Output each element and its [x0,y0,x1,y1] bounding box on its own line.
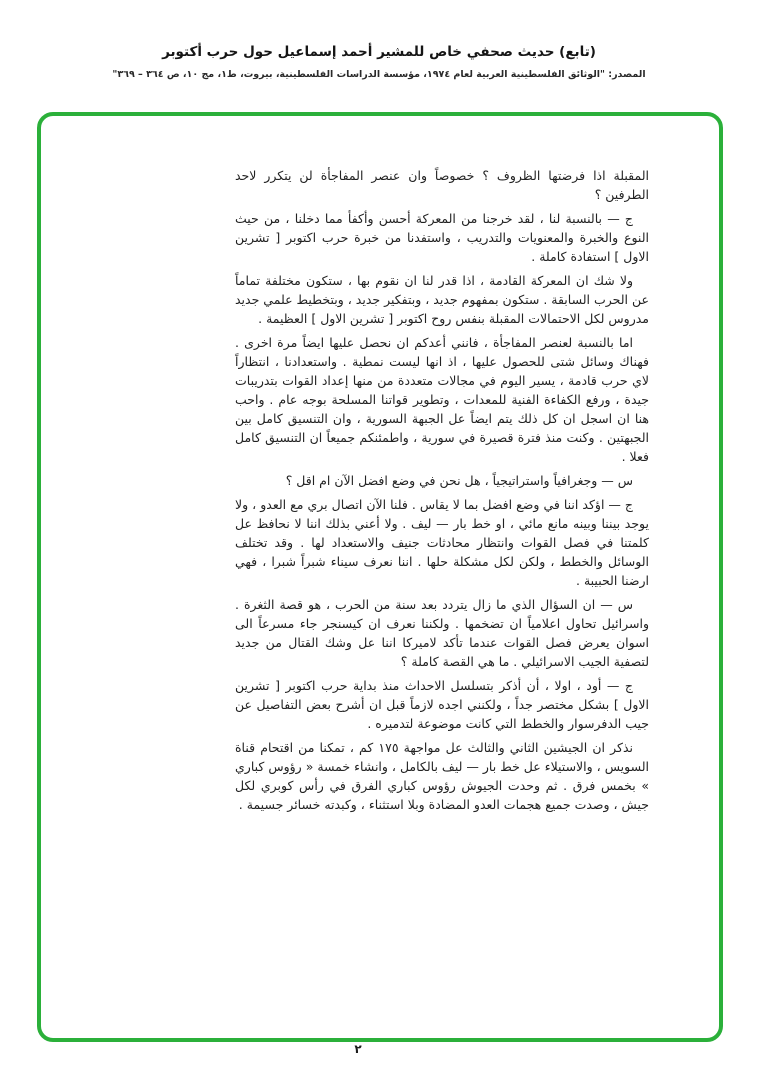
document-header [0,44,758,80]
paragraph-answer: نذكر ان الجيشين الثاني والثالث عل مواجهة ١٧٥ كم ، تمكنا من اقتحام قناة السويس ، والاستيلاء عل خط بار — ليف بالكامل ، وانشاء خمسة « رؤوس كباري » بخمس فرق . ثم وحدت الجيوش رؤوس كباري الفرق في رأس كوبري لكل جيش ، وصدت جميع هجمات العدو المضادة وبلا استثناء ، وكبدته خسائر جسيمة . [235,740,649,812]
paragraph-continuation: المقبلة اذا فرضتها الظروف ؟ خصوصاً وان عنصر المفاجأة لن يتكرر لاحد الطرفين ؟ [235,168,649,202]
paragraph-answer: ج — أود ، اولا ، أن أذكر بتسلسل الاحداث منذ بداية حرب اكتوبر [ تشرين الاول ] بشكل مختصر جداً ، ولكنني اجده لازماً قبل ان أشرح بعض التفاصيل عن جيب الدفرسوار والخطط التي كانت موضوعة لتدميره . [235,678,649,731]
paragraph-question: س — وجغرافياً واستراتيجياً ، هل نحن في وضع افضل الآن ام اقل ؟ [285,473,633,488]
paragraph-answer: اما بالنسبة لعنصر المفاجأة ، فانني أعدكم ان نحصل عليها ايضاً مرة اخرى . فهناك وسائل شتى للحصول عليها ، اذ انها ليست نمطية . واستعدادنا ، انتظاراً لاي حرب قادمة ، يسير اليوم في مجالات متعددة من منها إعداد القوات بتدريبات جيدة ، ورفع الكفاءة الفنية للمعدات ، وتطوير قواتنا المسلحة بوجه عام . واحب هنا ان اسجل ان كل ذلك يتم ايضاً عل الجبهة السورية ، وان التنسيق كامل بين الجبهتين . وكنت منذ فترة قصيرة في سورية ، واطمئنكم جميعاً ان التنسيق كامل فعلا . [235,335,649,464]
page-number: ٢ [354,1042,362,1056]
content-border-frame [37,112,723,1042]
source-line: المصدر: "الوثائق الفلسطينية العربية لعام ١٩٧٤، مؤسسة الدراسات الفلسطينية، بيروت، ط١، مج ١٠، ص ٣٦٤ – ٣٦٩" [112,69,646,80]
paragraph-answer: ولا شك ان المعركة القادمة ، اذا قدر لنا ان نقوم بها ، ستكون مختلفة تماماً عن الحرب السابقة . ستكون بمفهوم جديد ، وبتفكير جديد ، وبتخطيط علمي جديد مدروس لكل الاحتمالات المقبلة بنفس روح اكتوبر [ تشرين الاول ] العظيمة . [235,273,649,326]
page-title: (تابع) حديث صحفي خاص للمشير أحمد إسماعيل حول حرب أكتوبر [162,44,596,60]
paragraph-answer: ج — اؤكد اننا في وضع افضل بما لا يقاس . فلنا الآن اتصال بري مع العدو ، ولا يوجد بيننا وبينه مانع مائي ، او خط بار — ليف . ولا أعني بذلك اننا لا نحافظ عل كلمتنا في فصل القوات وانتظار محادثات جنيف والاستعداد لها . وقد تختلف الوسائل والخطط ، ولكن لكل مشكلة حلها . اننا نعرف سيناء شبراً شبرا ، فهي ارضنا الحبيبة . [235,497,649,588]
paragraph-answer: ج — بالنسبة لنا ، لقد خرجنا من المعركة أحسن وأكفأ مما دخلنا ، من حيث النوع والخبرة والمعنويات والتدريب ، واستفدنا من خبرة حرب اكتوبر [ تشرين الاول ] استفادة كاملة . [235,211,649,264]
paragraph-question: س — ان السؤال الذي ما زال يتردد بعد سنة من الحرب ، هو قصة الثغرة . واسرائيل تحاول اعلامياً ان تضخمها . ولكننا نعرف ان كيسنجر جاء مسرعاً الى اسوان يعرض فصل القوات عندما تأكد لاميركا اننا عل وشك القتال من جديد لتصفية الجيب الاسرائيلي . ما هي القصة كاملة ؟ [235,597,649,669]
body-text [235,166,649,819]
